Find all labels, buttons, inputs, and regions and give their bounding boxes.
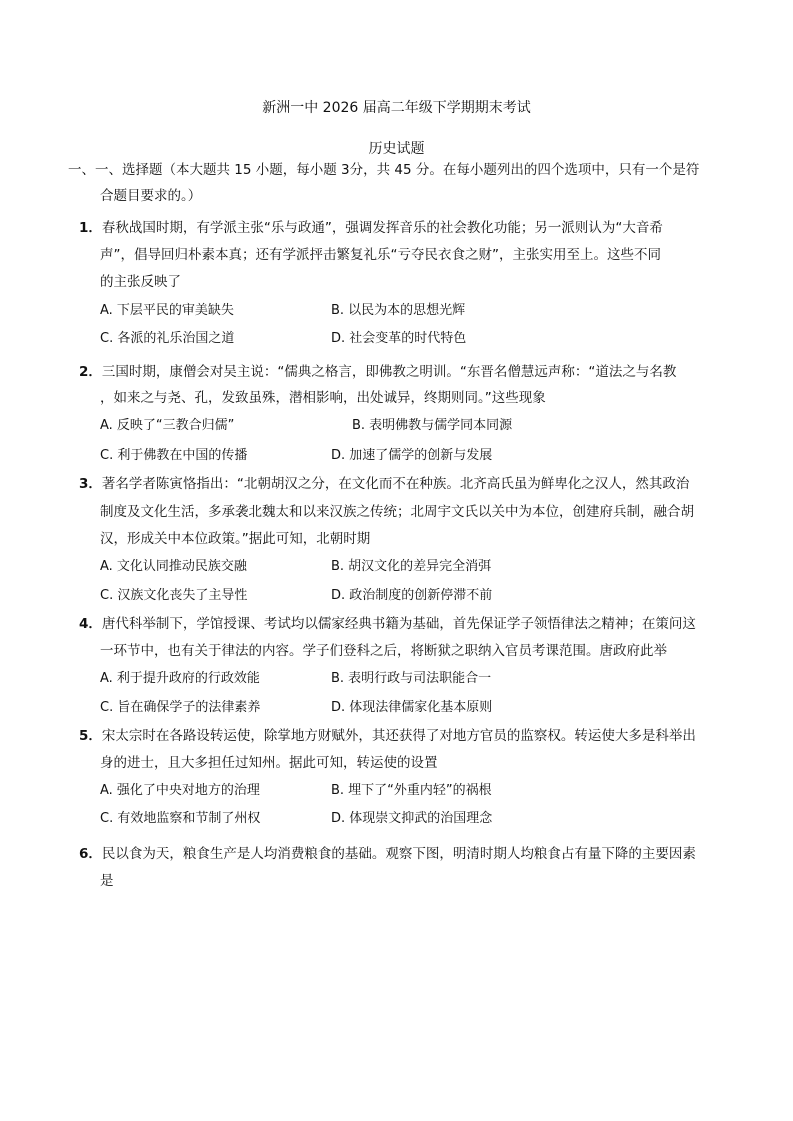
option-b: B. 表明佛教与儒学同本同源 bbox=[352, 418, 513, 433]
option-b: B. 表明行政与司法职能合一 bbox=[331, 671, 492, 686]
option-c: C. 旨在确保学子的法律素养 bbox=[100, 700, 261, 715]
option-a: A. 下层平民的审美缺失 bbox=[100, 303, 234, 318]
section-heading-line-2: 合题目要求的。） bbox=[100, 188, 202, 204]
question-number: 2． bbox=[79, 364, 102, 380]
question-text-line: 制度及文化生活，多承袭北魏太和以来汉族之传统；北周宇文氏以关中为本位，创建府兵制，融合胡 bbox=[100, 504, 694, 520]
option-b: B. 埋下了“外重内轻”的祸根 bbox=[331, 783, 492, 798]
question-text-line: ，如来之与尧、孔，发致虽殊，潜相影响，出处诚异，终期则同。”这些现象 bbox=[100, 390, 546, 406]
option-c: C. 利于佛教在中国的传播 bbox=[100, 448, 248, 463]
option-d: D. 体现崇文抑武的治国理念 bbox=[331, 811, 493, 826]
section-heading-line-1: 一、一、选择题（本大题共 15 小题，每小题 3分，共 45 分。在每小题列出的四个选项中，只有一个是符 bbox=[68, 162, 700, 178]
question-text-line: 民以食为天，粮食生产是人均消费粮食的基础。观察下图，明清时期人均粮食占有量下降的主要因素 bbox=[101, 846, 696, 862]
question-text-line: 的主张反映了 bbox=[100, 274, 181, 290]
option-a: A. 反映了“三教合归儒” bbox=[100, 418, 235, 433]
question-number: 5． bbox=[79, 728, 102, 744]
exam-subtitle: 历史试题 bbox=[368, 141, 425, 157]
option-c: C. 各派的礼乐治国之道 bbox=[100, 331, 235, 346]
option-a: A. 强化了中央对地方的治理 bbox=[100, 783, 260, 798]
question-text-line: 一环节中，也有关于律法的内容。学子们登科之后，将断狱之职纳入官员考课范围。唐政府此举 bbox=[100, 643, 667, 659]
option-d: D. 体现法律儒家化基本原则 bbox=[331, 700, 493, 715]
question-text-line: 宋太宗时在各路设转运使，除掌地方财赋外，其还获得了对地方官员的监察权。转运使大多是科举出 bbox=[101, 728, 696, 744]
option-d: D. 政治制度的创新停滞不前 bbox=[331, 588, 493, 603]
question-text-line: 汉，形成关中本位政策。”据此可知，北朝时期 bbox=[100, 531, 371, 547]
question-number: 6． bbox=[79, 846, 102, 862]
option-c: C. 有效地监察和节制了州权 bbox=[100, 811, 261, 826]
question-text-line: 春秋战国时期，有学派主张“乐与政通”，强调发挥音乐的社会教化功能；另一派则认为“大音希 bbox=[101, 220, 663, 236]
option-a: A. 文化认同推动民族交融 bbox=[100, 559, 247, 574]
question-text-line: 著名学者陈寅恪指出：“北朝胡汉之分，在文化而不在种族。北齐高氏虽为鲜卑化之汉人，然其政治 bbox=[101, 476, 690, 492]
option-a: A. 利于提升政府的行政效能 bbox=[100, 671, 260, 686]
question-number: 3． bbox=[79, 476, 102, 492]
option-b: B. 胡汉文化的差异完全消弭 bbox=[331, 559, 492, 574]
question-text-line: 身的进士，且大多担任过知州。据此可知，转运使的设置 bbox=[100, 755, 438, 771]
question-text-line: 三国时期，康僧会对吴主说：“儒典之格言，即佛教之明训。“东晋名僧慧远声称：“道法之与名教 bbox=[101, 364, 677, 380]
question-text-line: 唐代科举制下，学馆授课、考试均以儒家经典书籍为基础，首先保证学子领悟律法之精神；在策问这 bbox=[101, 616, 696, 632]
option-d: D. 社会变革的时代特色 bbox=[331, 331, 467, 346]
question-number: 4． bbox=[79, 616, 102, 632]
question-text-line: 声”，倡导回归朴素本真；还有学派抨击繁复礼乐“亏夺民衣食之财”，主张实用至上。这些不同 bbox=[100, 247, 661, 263]
option-b: B. 以民为本的思想光辉 bbox=[331, 303, 466, 318]
question-text-line: 是 bbox=[100, 873, 114, 889]
option-c: C. 汉族文化丧失了主导性 bbox=[100, 588, 248, 603]
option-d: D. 加速了儒学的创新与发展 bbox=[331, 448, 493, 463]
exam-title: 新洲一中 2026 届高二年级下学期期末考试 bbox=[262, 100, 531, 116]
question-number: 1． bbox=[79, 220, 102, 236]
